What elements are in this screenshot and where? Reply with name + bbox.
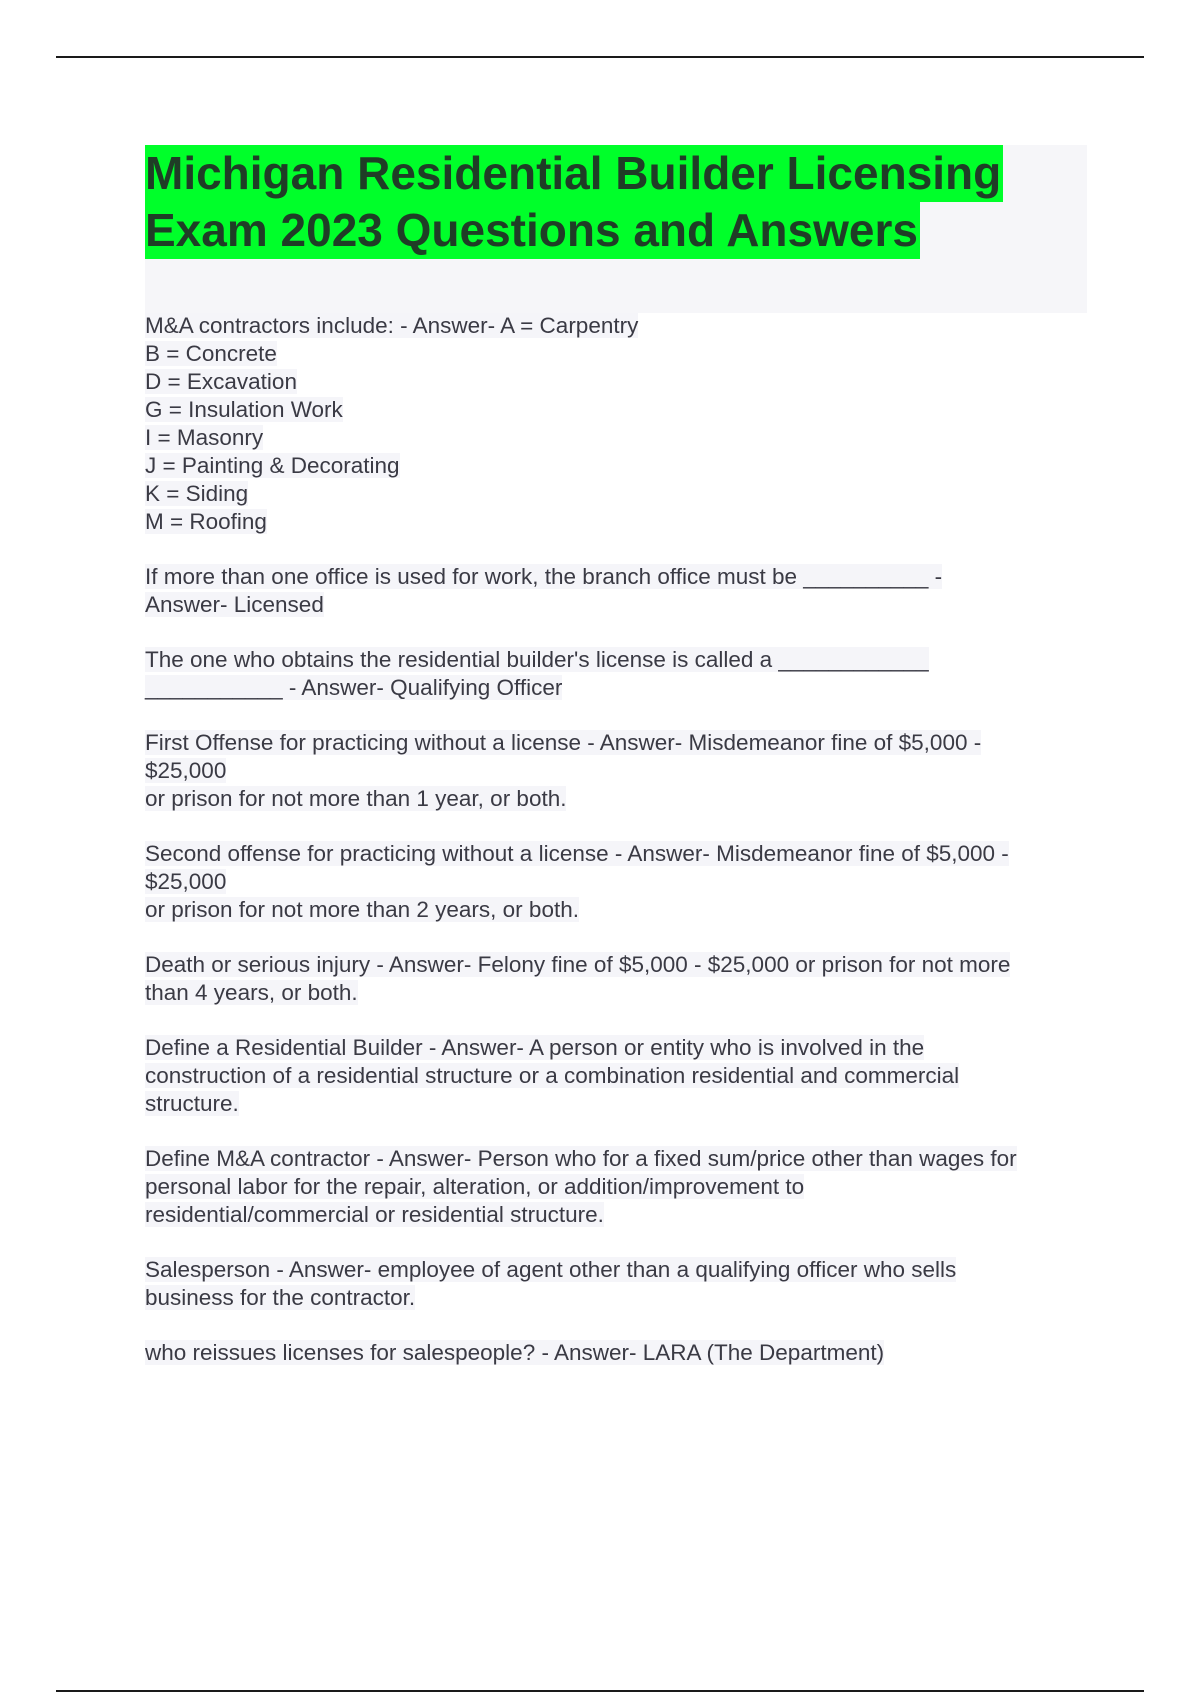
qa-line: Second offense for practicing without a license - Answer- Misdemeanor fine of $5,000 - xyxy=(145,841,1009,866)
title-block xyxy=(145,145,1087,313)
qa-line: Define M&A contractor - Answer- Person who for a fixed sum/price other than wages for xyxy=(145,1146,1017,1171)
qa-line: ___________ - Answer- Qualifying Officer xyxy=(145,675,563,700)
qa-line: residential/commercial or residential structure. xyxy=(145,1202,604,1227)
qa-line: who reissues licenses for salespeople? - Answer- LARA (The Department) xyxy=(145,1340,885,1365)
qa-line: J = Painting & Decorating xyxy=(145,453,400,478)
qa-line: Salesperson - Answer- employee of agent other than a qualifying officer who sells xyxy=(145,1257,957,1282)
title-line-1: Michigan Residential Builder Licensing xyxy=(145,145,1003,202)
qa-line: If more than one office is used for work, the branch office must be __________ - xyxy=(145,564,943,589)
qa-list xyxy=(145,312,1095,1394)
qa-line: structure. xyxy=(145,1091,239,1116)
qa-line: Answer- Licensed xyxy=(145,592,324,617)
qa-line: First Offense for practicing without a license - Answer- Misdemeanor fine of $5,000 - xyxy=(145,730,982,755)
qa-item xyxy=(145,729,1095,813)
qa-line: or prison for not more than 2 years, or both. xyxy=(145,897,579,922)
qa-line: personal labor for the repair, alteration, or addition/improvement to xyxy=(145,1174,805,1199)
qa-item xyxy=(145,1256,1095,1312)
qa-item xyxy=(145,646,1095,702)
qa-line: K = Siding xyxy=(145,481,249,506)
qa-line: M = Roofing xyxy=(145,509,267,534)
qa-line: $25,000 xyxy=(145,758,227,783)
qa-line: G = Insulation Work xyxy=(145,397,343,422)
title-line-2: Exam 2023 Questions and Answers xyxy=(145,202,920,259)
qa-item xyxy=(145,1034,1095,1118)
qa-line: $25,000 xyxy=(145,869,227,894)
qa-line: M&A contractors include: - Answer- A = Carpentry xyxy=(145,313,639,338)
qa-line: construction of a residential structure or a combination residential and commercial xyxy=(145,1063,960,1088)
qa-line: than 4 years, or both. xyxy=(145,980,358,1005)
qa-line: D = Excavation xyxy=(145,369,297,394)
qa-line: I = Masonry xyxy=(145,425,264,450)
qa-line: B = Concrete xyxy=(145,341,277,366)
qa-item xyxy=(145,1339,1095,1367)
qa-line: or prison for not more than 1 year, or both. xyxy=(145,786,567,811)
qa-item xyxy=(145,840,1095,924)
qa-line: Death or serious injury - Answer- Felony fine of $5,000 - $25,000 or prison for not more xyxy=(145,952,1011,977)
qa-item xyxy=(145,951,1095,1007)
qa-line: The one who obtains the residential builder's license is called a ____________ xyxy=(145,647,929,672)
qa-item xyxy=(145,312,1095,536)
qa-line: Define a Residential Builder - Answer- A person or entity who is involved in the xyxy=(145,1035,925,1060)
document-title xyxy=(145,145,1087,259)
top-rule xyxy=(56,56,1144,58)
bottom-rule xyxy=(56,1690,1144,1692)
qa-line: business for the contractor. xyxy=(145,1285,416,1310)
qa-item xyxy=(145,563,1095,619)
qa-item xyxy=(145,1145,1095,1229)
